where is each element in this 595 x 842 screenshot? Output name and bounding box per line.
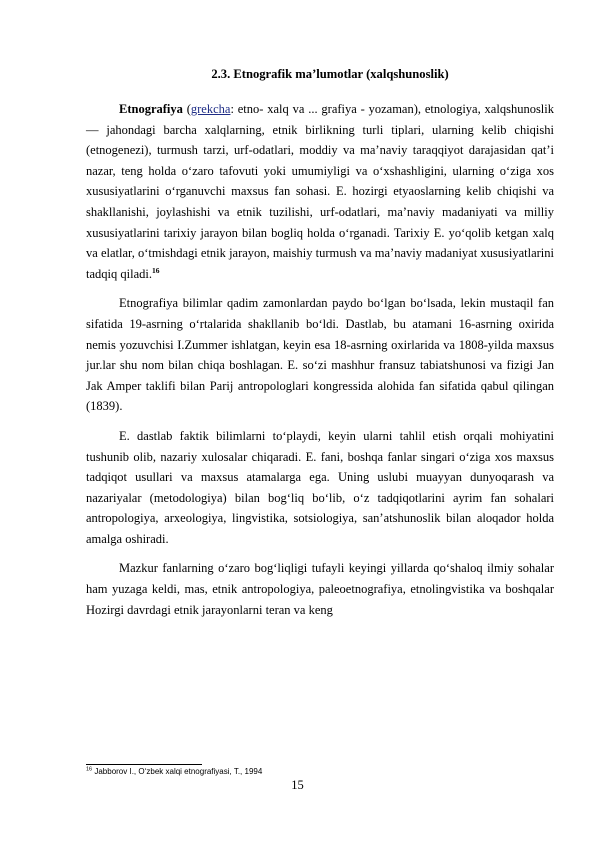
link-grekcha[interactable]: grekcha [190, 102, 231, 116]
footnote-divider [86, 764, 202, 765]
footnote-ref[interactable]: 16 [151, 265, 160, 275]
paragraph-3: E. dastlab faktik bilimlarni to‘playdi, keyin ularni tahlil etish orqali mohiyatini tushunib olib, nazariy xulosalar chiqaradi. E. fani, boshqa fanlar singari o‘ziga xos maxsus tadqiqot usullari va maxsus atamalarga ega. Uning uslubi muayyan dunyoqarash va nazariyalar (metodologiya) bilan bog‘liq bo‘lib, o‘z tadqiqotlarini ayrim fan sohalari antropologiya, arxeologiya, lingvistika, sotsiologiya, san’atshunoslik bilan aloqador holda amalga oshiradi. [86, 428, 554, 546]
paragraph-2: Etnografiya bilimlar qadim zamonlardan paydo bo‘lgan bo‘lsada, lekin mustaqil fan sifatida 19-asrning o‘rtalarida shakllanib bo‘ldi. Dastlab, bu atamani 16-asrning oxirida nemis yozuvchisi I.Zummer ishlatgan, keyin esa 18-asrning oxirlarida va 1808-yilda maxsus jur.lar shu nom bilan chiqa boshlagan. E. so‘zi mashhur fransuz tabiatshunosi va fizigi Jan Jak Amper taklifi bilan Parij antropologlari kongressida alohida fan sifatida qabul qilingan (1839). [86, 296, 554, 414]
section-title: 2.3. Etnografik ma’lumotlar (xalqshunoslik) [211, 67, 449, 81]
footnote [86, 767, 546, 777]
body-text [86, 99, 554, 620]
paragraph-1-text: : etno- xalq va ... grafiya - yozaman), etnologiya, xalqshunoslik — jahondagi barcha xalqlarning, etnik birlikning turli tiplari, ularning kelib chiqishi (etnogenezi), turmush tarzi, urf-odatlari, moddiy va ma’naviy taraqqiyot darajasidan qat’i nazar, teng holda o‘zaro tafovuti yoki umumiyligi va o‘xshashligini, ularning o‘ziga xos xususiyatlarini o‘rganuvchi maxsus fan sohasi. E. hozirgi etyaoslarning kelib chiqishi va shakllanishi, joylashishi va etnik tuzilishi, urf-odatlari, ma’naviy madaniyati va milliy xususiyatlarini tarixiy jarayon bilan bogliq holda o‘rganadi. Tarixiy E. yo‘qolib ketgan xalq va elatlar, o‘tmishdagi etnik jarayon, maishiy turmush va ma’naviy madaniyat xususiyatlarini tadqiq qiladi. [86, 102, 554, 281]
term-etnografiya: Etnografiya [119, 102, 183, 116]
footnote-text: Jabborov I., O‘zbek xalqi etnografiyasi, T., 1994 [92, 767, 263, 776]
paragraph-4: Mazkur fanlarning o‘zaro bog‘liqligi tufayli keyingi yillarda qo‘shaloq ilmiy sohalar ham yuzaga keldi, mas, etnik antropologiya, paleoetnografiya, etnolingvistika va boshqalar Hozirgi davrdagi etnik jarayonlarni teran va keng [86, 561, 554, 617]
footnote-number: 16 [86, 766, 93, 773]
page-number: 15 [291, 778, 304, 792]
paragraph-1: Etnografiya (grekcha: etno- xalq va ... grafiya - yozaman), etnologiya, xalqshunoslik — jahondagi barcha xalqlarning, etnik birlikning turli tiplari, ularning kelib chiqishi (etnogenezi), turmush tarzi, urf-odatlari, moddiy va ma’naviy taraqqiyot darajasidan qat’i nazar, teng holda o‘zaro tafovuti yoki umumiyligi va o‘xshashligini, ularning o‘ziga xos xususiyatlarini o‘rganuvchi maxsus fan sohasi. E. hozirgi etyaoslarning kelib chiqishi va shakllanishi, joylashishi va etnik tuzilishi, urf-odatlari, ma’naviy madaniyati va milliy xususiyatlarini tarixiy jarayon bilan bogliq holda o‘rganadi. Tarixiy E. yo‘qolib ketgan xalq va elatlar, o‘tmishdagi etnik jarayon, maishiy turmush va ma’naviy madaniyat xususiyatlarini tadqiq qiladi.$^{16}$ [86, 102, 554, 281]
